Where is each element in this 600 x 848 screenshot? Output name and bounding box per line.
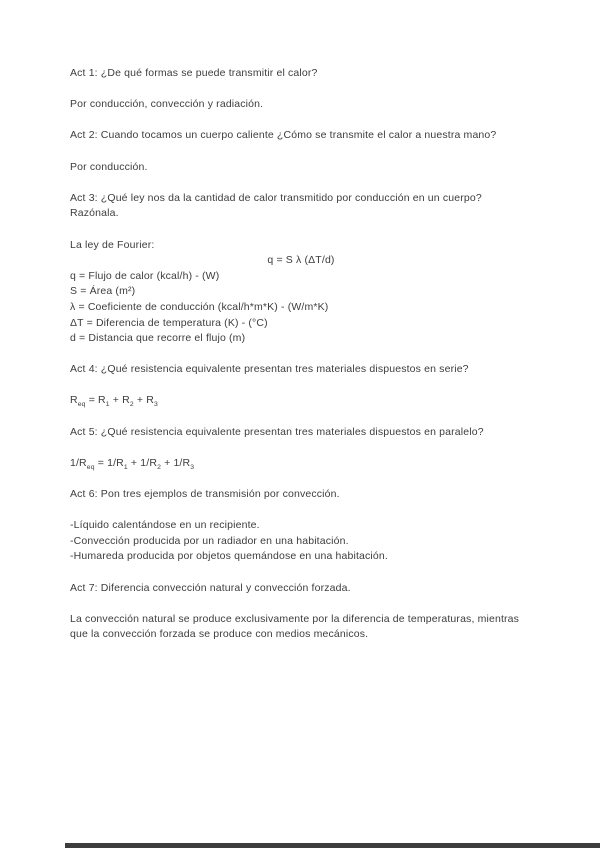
act3-line-s: S = Área (m²) [70, 285, 136, 298]
act3-question: Act 3: ¿Qué ley nos da la cantidad de calor transmitido por conducción en un cuerpo? Razónala. [70, 191, 482, 220]
bottom-toolbar-edge [65, 843, 600, 848]
act6-answer-2: -Convección producida por un radiador en una habitación. [70, 534, 349, 547]
act6-question: Act 6: Pon tres ejemplos de transmisión por convección. [70, 488, 340, 501]
act5-formula: $1/R_{eq} = 1/R_1 + 1/R_2 + 1/R_3$ [70, 456, 195, 471]
act3-line-d: d = Distancia que recorre el flujo (m) [70, 332, 246, 345]
act1-question: Act 1: ¿De qué formas se puede transmitir el calor? [70, 67, 318, 79]
act4-question: Act 4: ¿Qué resistencia equivalente presentan tres materiales dispuestos en serie? [70, 363, 469, 376]
act7-question: Act 7: Diferencia convección natural y convección forzada. [70, 581, 351, 594]
act6-answer-1: -Líquido calentándose en un recipiente. [70, 519, 260, 532]
act3-line-deltat: ΔT = Diferencia de temperatura (K) - (°C) [70, 316, 268, 329]
document-body [70, 66, 532, 659]
act3-intro: La ley de Fourier: [70, 238, 155, 251]
act4-formula: $R_{eq} = R_1 + R_2 + R_3$ [70, 394, 158, 409]
fourier-formula: q = S λ (ΔT/d) [267, 254, 335, 267]
act7-answer: La convección natural se produce exclusivamente por la diferencia de temperaturas, mientras que la convección forzada se produce con medios mecánicos. [70, 612, 520, 641]
act2-answer: Por conducción. [70, 160, 148, 173]
act3-answer-block [70, 238, 532, 347]
act3-line-q: q = Flujo de calor (kcal/h) - (W) [70, 269, 220, 282]
act2-question: Act 2: Cuando tocamos un cuerpo caliente ¿Cómo se transmite el calor a nuestra mano? [70, 129, 497, 142]
act1-answer: Por conducción, convección y radiación. [70, 98, 264, 111]
act5-question: Act 5: ¿Qué resistencia equivalente presentan tres materiales dispuestos en paralelo? [70, 425, 484, 438]
act3-line-lambda: λ = Coeficiente de conducción (kcal/h*m*K) - (W/m*K) [70, 300, 329, 313]
act6-answer-3: -Humareda producida por objetos quemándose en una habitación. [70, 550, 388, 563]
act6-answer-block [70, 518, 532, 565]
